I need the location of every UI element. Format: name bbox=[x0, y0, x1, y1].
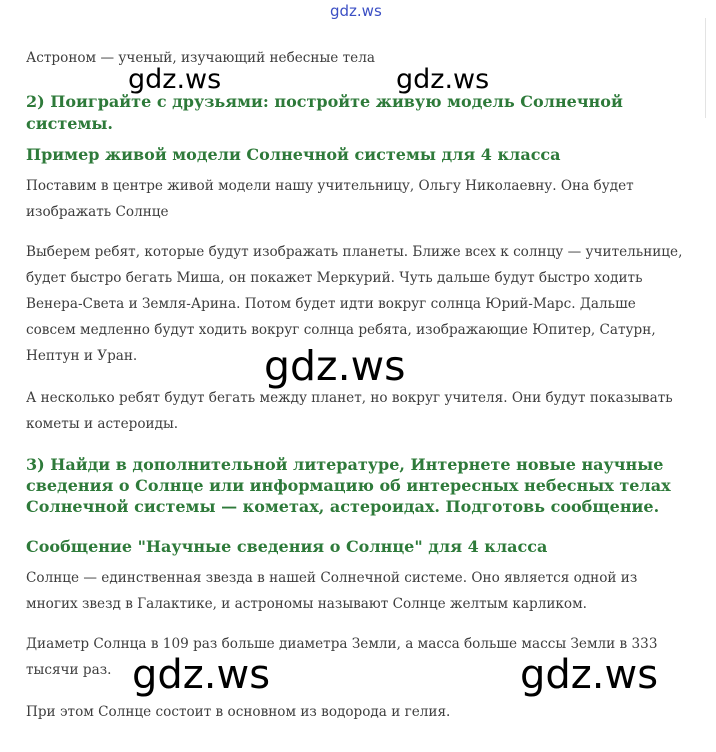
watermark: gdz.ws bbox=[520, 652, 659, 698]
para3-line1: А несколько ребят будут бегать между планет, но вокруг учителя. Они будут показывать bbox=[26, 390, 673, 406]
watermark: gdz.ws bbox=[264, 342, 406, 390]
subheading-model: Пример живой модели Солнечной системы для 4 класса bbox=[26, 145, 561, 164]
para2-line5: Нептун и Уран. bbox=[26, 348, 138, 364]
task-heading-2-line1: 2) Поиграйте с друзьями: постройте живую модель Солнечной bbox=[26, 92, 623, 111]
para4-line1: Солнце — единственная звезда в нашей Солнечной системе. Оно является одной из bbox=[26, 570, 638, 586]
para4-line2: многих звезд в Галактике, и астрономы называют Солнце желтым карликом. bbox=[26, 596, 587, 612]
watermark: gdz.ws bbox=[132, 652, 271, 698]
watermark: gdz.ws bbox=[396, 64, 490, 95]
task-heading-2-line2: системы. bbox=[26, 114, 113, 133]
para1-line1: Поставим в центре живой модели нашу учительницу, Ольгу Николаевну. Она будет bbox=[26, 178, 634, 194]
para2-line2: будет быстро бегать Миша, он покажет Меркурий. Чуть дальше будут быстро ходить bbox=[26, 270, 643, 286]
right-edge-divider bbox=[705, 18, 716, 118]
task-heading-3-line3: Солнечной системы — кометах, астероидах. Подготовь сообщение. bbox=[26, 497, 660, 516]
task-heading-3-line2: сведения о Солнце или информацию об интересных небесных телах bbox=[26, 476, 671, 495]
para2-line1: Выберем ребят, которые будут изображать планеты. Ближе всех к солнцу — учительнице, bbox=[26, 244, 683, 260]
subheading-message: Сообщение "Научные сведения о Солнце" для 4 класса bbox=[26, 537, 548, 556]
para1-line2: изображать Солнце bbox=[26, 204, 169, 220]
para5-line1: Диаметр Солнца в 109 раз больше диаметра Земли, а масса больше массы Земли в 333 bbox=[26, 636, 658, 652]
task-heading-3-line1: 3) Найди в дополнительной литературе, Интернете новые научные bbox=[26, 455, 664, 474]
para2-line4: совсем медленно будут ходить вокруг солнца ребята, изображающие Юпитер, Сатурн, bbox=[26, 322, 656, 338]
para3-line2: кометы и астероиды. bbox=[26, 416, 179, 432]
para2-line3: Венера-Света и Земля-Арина. Потом будет идти вокруг солнца Юрий-Марс. Дальше bbox=[26, 296, 636, 312]
para6: При этом Солнце состоит в основном из водорода и гелия. bbox=[26, 704, 451, 720]
para5-line2: тысячи раз. bbox=[26, 662, 112, 678]
line-astronom: Астроном — ученый, изучающий небесные тела bbox=[26, 50, 375, 66]
watermark: gdz.ws bbox=[128, 64, 222, 95]
watermark-top: gdz.ws bbox=[330, 2, 382, 20]
